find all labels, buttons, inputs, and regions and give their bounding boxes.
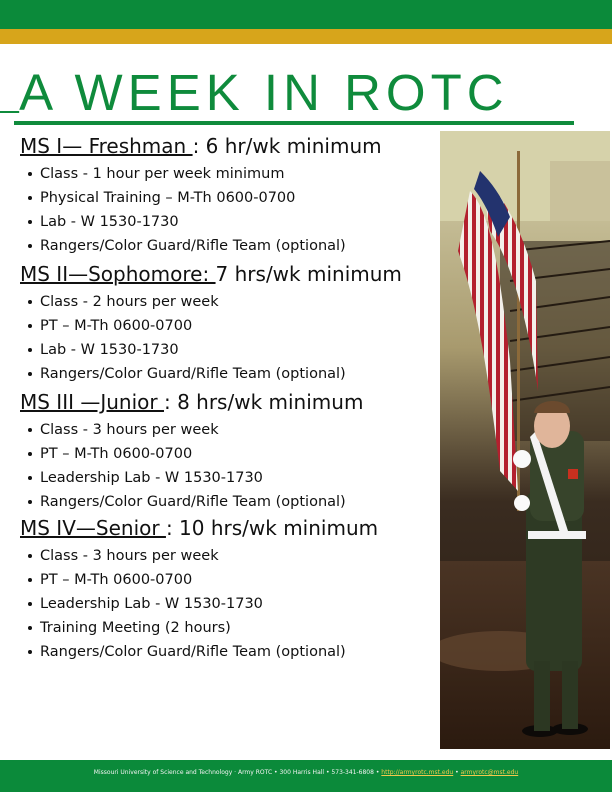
bullet-icon [28,650,32,654]
junior-list [28,418,346,514]
freshman-list [28,162,346,258]
bullet-icon [28,626,32,630]
sophomore-list [28,290,346,386]
section-requirement: : 10 hrs/wk minimum [165,516,379,540]
page-title: A WEEK IN ROTC [19,64,509,121]
section-label: MS II—Sophomore: [20,262,216,286]
bullet-icon [28,172,32,176]
section-heading-junior [20,390,363,414]
top-green-band [0,0,612,29]
website-link[interactable]: http://armyrotc.mst.edu [381,769,454,776]
list-item: Training Meeting (2 hours) [28,616,346,640]
bullet-icon [28,348,32,352]
list-item: Rangers/Color Guard/Rifle Team (optional) [28,234,346,258]
list-item: Lab - W 1530-1730 [28,210,346,234]
cadet-flag-photo [440,131,610,749]
list-item: Rangers/Color Guard/Rifle Team (optional) [28,362,346,386]
senior-list [28,544,346,664]
list-item: Physical Training – M-Th 0600-0700 [28,186,346,210]
bullet-icon [28,602,32,606]
list-item: Rangers/Color Guard/Rifle Team (optional) [28,640,346,664]
section-heading-sophomore [20,262,402,286]
section-heading-senior [20,516,378,540]
bullet-icon [28,244,32,248]
email-link[interactable]: armyrotc@mst.edu [460,769,519,776]
list-item: PT – M-Th 0600-0700 [28,314,346,338]
footer-bar [0,760,612,792]
bullet-icon [28,578,32,582]
section-requirement: 7 hrs/wk minimum [215,262,402,286]
footer-contact: Missouri University of Science and Technology · Army ROTC • 300 Harris Hall • 573-341-6808 • http://armyrotc.mst.edu • armyrotc@mst.edu [93,769,519,776]
list-item: Class - 1 hour per week minimum [28,162,346,186]
list-item: Leadership Lab - W 1530-1730 [28,466,346,490]
bullet-icon [28,220,32,224]
list-item: Class - 2 hours per week [28,290,346,314]
section-label: MS I— Freshman [20,134,193,158]
bullet-icon [28,428,32,432]
section-label: MS IV—Senior [20,516,166,540]
bullet-icon [28,554,32,558]
list-item: Lab - W 1530-1730 [28,338,346,362]
title-underline [14,121,574,125]
list-item: PT – M-Th 0600-0700 [28,442,346,466]
top-gold-band [0,29,612,44]
bullet-icon [28,300,32,304]
list-item: Rangers/Color Guard/Rifle Team (optional) [28,490,346,514]
section-requirement: : 6 hr/wk minimum [192,134,382,158]
list-item: Class - 3 hours per week [28,544,346,568]
bullet-icon [28,476,32,480]
section-heading-freshman [20,134,382,158]
bullet-icon [28,196,32,200]
bullet-icon [28,324,32,328]
list-item: Leadership Lab - W 1530-1730 [28,592,346,616]
list-item: PT – M-Th 0600-0700 [28,568,346,592]
bullet-icon [28,372,32,376]
section-label: MS III —Junior [20,390,164,414]
section-requirement: : 8 hrs/wk minimum [163,390,364,414]
bullet-icon [28,452,32,456]
bullet-icon [28,500,32,504]
list-item: Class - 3 hours per week [28,418,346,442]
